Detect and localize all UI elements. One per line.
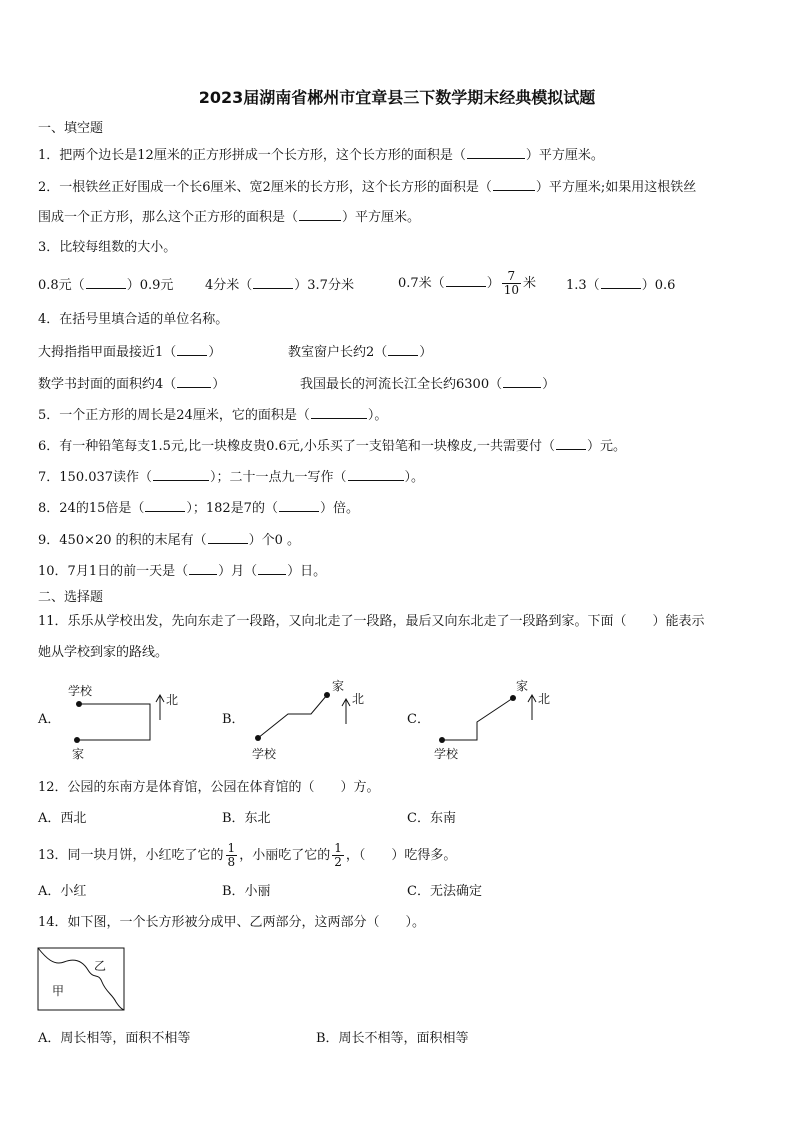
compare-text: 0.8元（ xyxy=(38,278,85,293)
option-a[interactable]: A．小红 xyxy=(38,884,87,899)
unit-item-1 xyxy=(38,343,221,361)
question-8 xyxy=(38,499,359,517)
rectangle-outline xyxy=(38,948,124,1010)
north-label: 北 xyxy=(166,693,179,707)
north-label: 北 xyxy=(352,692,365,706)
route-path xyxy=(258,695,327,738)
question-text: ）个0 。 xyxy=(248,533,301,548)
answer-blank[interactable] xyxy=(556,437,586,450)
question-4: 4．在括号里填合适的单位名称。 xyxy=(38,312,229,327)
answer-blank[interactable] xyxy=(86,276,126,289)
question-text: ）元。 xyxy=(587,439,627,454)
unit-item-3 xyxy=(38,375,225,393)
unit-text: ） xyxy=(419,345,433,360)
numerator: 1 xyxy=(227,841,236,855)
question-10 xyxy=(38,562,326,580)
question-text: ）平方厘米;如果用这根铁丝 xyxy=(535,180,697,195)
compare-item-3 xyxy=(398,266,536,302)
dividing-curve xyxy=(38,948,124,1010)
question-7 xyxy=(38,468,424,486)
question-text: ，（ ）吃得多。 xyxy=(345,848,457,863)
question-text: ）平方厘米。 xyxy=(342,210,421,225)
option-a-label[interactable]: A． xyxy=(38,712,61,727)
jia-label: 甲 xyxy=(52,984,65,998)
answer-blank[interactable] xyxy=(189,562,217,575)
question-text: ）；182是7的（ xyxy=(186,501,278,516)
question-text: 9．450×20 的积的末尾有（ xyxy=(38,533,207,548)
section-heading-fill-in: 一、填空题 xyxy=(38,121,104,136)
question-3: 3．比较每组数的大小。 xyxy=(38,240,177,255)
answer-blank[interactable] xyxy=(208,531,248,544)
route-diagram-c xyxy=(434,678,550,761)
question-text: ）平方厘米。 xyxy=(525,148,604,163)
route-path xyxy=(442,698,513,740)
numerator: 7 xyxy=(507,269,516,283)
question-2-continued xyxy=(38,208,420,226)
question-6 xyxy=(38,437,626,455)
question-text: ）倍。 xyxy=(319,501,359,516)
answer-blank[interactable] xyxy=(279,499,319,512)
north-label: 北 xyxy=(538,692,551,706)
question-text: ）日。 xyxy=(287,564,327,579)
question-text: ）。 xyxy=(367,408,388,423)
option-b[interactable]: B．东北 xyxy=(222,811,271,826)
compare-item-4 xyxy=(566,276,675,294)
question-text: 10．7月1日的前一天是（ xyxy=(38,564,189,579)
compare-text: 米 xyxy=(522,276,536,291)
route-diagrams xyxy=(0,670,794,770)
compare-text: ）3.7分米 xyxy=(294,278,354,293)
answer-blank[interactable] xyxy=(177,343,207,356)
compare-text: 1.3（ xyxy=(566,278,600,293)
answer-blank[interactable] xyxy=(299,208,341,221)
answer-blank[interactable] xyxy=(601,276,641,289)
option-a[interactable]: A．周长相等，面积不相等 xyxy=(38,1031,191,1046)
compare-text: ） xyxy=(486,276,500,291)
compare-text: 4分米（ xyxy=(205,278,253,293)
option-c-label[interactable]: C． xyxy=(407,712,430,727)
fraction-one-half xyxy=(332,842,344,869)
unit-item-4 xyxy=(300,375,555,393)
page-title: 2023届湖南省郴州市宜章县三下数学期末经典模拟试题 xyxy=(198,88,596,107)
question-text: 6．有一种铅笔每支1.5元,比一块橡皮贵0.6元,小乐买了一支铅笔和一块橡皮,一共需要付（ xyxy=(38,439,556,454)
question-13 xyxy=(38,838,456,874)
fraction-one-eighth xyxy=(226,842,238,869)
question-text: 2．一根铁丝正好围成一个长6厘米、宽2厘米的长方形，这个长方形的面积是（ xyxy=(38,180,492,195)
denominator: 10 xyxy=(503,283,519,297)
route-path xyxy=(77,704,150,740)
question-text: ，小丽吃了它的 xyxy=(239,848,331,863)
answer-blank[interactable] xyxy=(493,178,535,191)
home-label: 家 xyxy=(332,679,345,693)
unit-text: 我国最长的河流长江全长约6300（ xyxy=(300,377,503,392)
answer-blank[interactable] xyxy=(177,375,211,388)
question-12: 12．公园的东南方是体育馆，公园在体育馆的（ ）方。 xyxy=(38,780,380,795)
question-5 xyxy=(38,406,387,424)
route-diagram-a xyxy=(68,683,178,761)
answer-blank[interactable] xyxy=(311,406,367,419)
answer-blank[interactable] xyxy=(503,375,541,388)
option-b[interactable]: B．周长不相等，面积相等 xyxy=(316,1031,469,1046)
unit-text: ） xyxy=(208,345,222,360)
compare-text: ）0.6 xyxy=(641,278,676,293)
school-label: 学校 xyxy=(252,747,277,761)
question-11: 11．乐乐从学校出发，先向东走了一段路，又向北走了一段路，最后又向东北走了一段路到家。下面（ ）能表示 xyxy=(38,614,705,629)
question-text: 8．24的15倍是（ xyxy=(38,501,145,516)
section-heading-choice: 二、选择题 xyxy=(38,590,104,605)
unit-text: 教室窗户长约2（ xyxy=(288,345,388,360)
question-text: ）。 xyxy=(404,470,425,485)
question-text: ）；二十一点九一写作（ xyxy=(210,470,347,485)
answer-blank[interactable] xyxy=(258,562,286,575)
answer-blank[interactable] xyxy=(446,274,486,287)
fraction-seven-tenths xyxy=(502,270,521,297)
option-b[interactable]: B．小丽 xyxy=(222,884,271,899)
answer-blank[interactable] xyxy=(145,499,185,512)
unit-text: 数学书封面的面积约4（ xyxy=(38,377,177,392)
answer-blank[interactable] xyxy=(388,343,418,356)
option-c[interactable]: C．东南 xyxy=(407,811,456,826)
numerator: 1 xyxy=(334,841,342,855)
question-text: 13．同一块月饼，小红吃了它的 xyxy=(38,848,224,863)
answer-blank[interactable] xyxy=(153,468,209,481)
home-label: 家 xyxy=(516,679,529,693)
school-label: 学校 xyxy=(68,684,93,698)
question-text: 5．一个正方形的周长是24厘米，它的面积是（ xyxy=(38,408,310,423)
compare-text: ）0.9元 xyxy=(126,278,174,293)
unit-text: 大拇指指甲面最接近1（ xyxy=(38,345,177,360)
question-14: 14．如下图，一个长方形被分成甲、乙两部分，这两部分（ ）。 xyxy=(38,915,426,930)
unit-text: ） xyxy=(212,377,226,392)
question-9 xyxy=(38,531,300,549)
home-label: 家 xyxy=(72,747,85,761)
question-text: ）月（ xyxy=(218,564,258,579)
compare-item-1 xyxy=(38,276,173,294)
question-11-continued: 她从学校到家的路线。 xyxy=(38,645,169,660)
question-2 xyxy=(38,178,696,196)
option-a[interactable]: A．西北 xyxy=(38,811,87,826)
question-text: 围成一个正方形，那么这个正方形的面积是（ xyxy=(38,210,299,225)
option-c[interactable]: C．无法确定 xyxy=(407,884,482,899)
answer-blank[interactable] xyxy=(253,276,293,289)
question-text: 1．把两个边长是12厘米的正方形拼成一个长方形，这个长方形的面积是（ xyxy=(38,148,466,163)
question-text: 7．150.037读作（ xyxy=(38,470,153,485)
denominator: 8 xyxy=(227,855,236,869)
unit-item-2 xyxy=(288,343,432,361)
answer-blank[interactable] xyxy=(348,468,404,481)
compare-item-2 xyxy=(205,276,354,294)
school-label: 学校 xyxy=(434,747,459,761)
route-diagram-b xyxy=(252,678,364,761)
answer-blank[interactable] xyxy=(467,146,525,159)
divided-rectangle-figure xyxy=(36,946,128,1014)
compare-text: 0.7米（ xyxy=(398,276,445,291)
option-b-label[interactable]: B． xyxy=(222,712,245,727)
unit-text: ） xyxy=(542,377,556,392)
yi-label: 乙 xyxy=(94,959,107,973)
denominator: 2 xyxy=(334,855,342,869)
question-1 xyxy=(38,146,604,164)
